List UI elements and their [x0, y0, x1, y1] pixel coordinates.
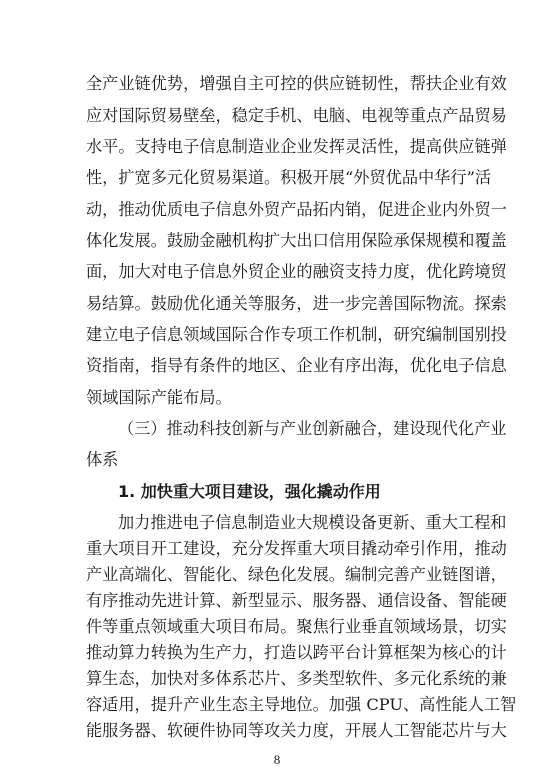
section-heading-continuation: 体系 — [86, 450, 119, 469]
body-text-line: 算生态，加快对多体系芯片、多类型软件、多元化系统的兼 — [86, 669, 507, 688]
body-text-line: 资指南，指导有条件的地区、企业有序出海，优化电子信息 — [86, 356, 507, 375]
section-heading: （三）推动科技创新与产业创新融合，建设现代化产业 — [118, 419, 507, 438]
body-text-line: 水平。支持电子信息制造业企业发挥灵活性，提高供应链弹 — [86, 137, 507, 156]
body-text-line: 体化发展。鼓励金融机构扩大出口信用保险承保规模和覆盖 — [86, 231, 507, 250]
body-text-line: 领域国际产能布局。 — [86, 388, 232, 407]
body-text-line: 产业高端化、智能化、绿色化发展。编制完善产业链图谱， — [86, 565, 507, 584]
body-text-line: 易结算。鼓励优化通关等服务，进一步完善国际物流。探索 — [86, 294, 507, 313]
subheading: 1. 加快重大项目建设，强化撬动作用 — [118, 482, 381, 501]
body-text-line: 性，扩宽多元化贸易渠道。积极开展“外贸优品中华行”活 — [86, 168, 492, 187]
body-text-line: 件等重点领域重大项目布局。聚焦行业垂直领域场景，切实 — [86, 617, 507, 636]
body-text-line: 容适用，提升产业生态主导地位。加强 CPU、高性能人工智 — [86, 695, 517, 714]
body-text-line: 建立电子信息领域国际合作专项工作机制，研究编制国别投 — [86, 325, 507, 344]
body-text-line: 面，加大对电子信息外贸企业的融资支持力度，优化跨境贸 — [86, 262, 507, 281]
body-text-line: 有序推动先进计算、新型显示、服务器、通信设备、智能硬 — [86, 591, 507, 610]
body-text-line: 能服务器、软硬件协同等攻关力度，开展人工智能芯片与大 — [86, 721, 507, 740]
body-text-line: 全产业链优势，增强自主可控的供应链韧性，帮扶企业有效 — [86, 74, 507, 93]
body-text-line: 加力推进电子信息制造业大规模设备更新、重大工程和 — [118, 513, 507, 532]
body-text-line: 动，推动优质电子信息外贸产品拓内销，促进企业内外贸一 — [86, 200, 507, 219]
body-text-line: 重大项目开工建设，充分发挥重大项目撬动牵引作用，推动 — [86, 539, 507, 558]
page-number: 8 — [273, 752, 281, 767]
body-text-line: 推动算力转换为生产力，打造以跨平台计算框架为核心的计 — [86, 643, 507, 662]
body-text-line: 应对国际贸易壁垒，稳定手机、电脑、电视等重点产品贸易 — [86, 106, 507, 125]
